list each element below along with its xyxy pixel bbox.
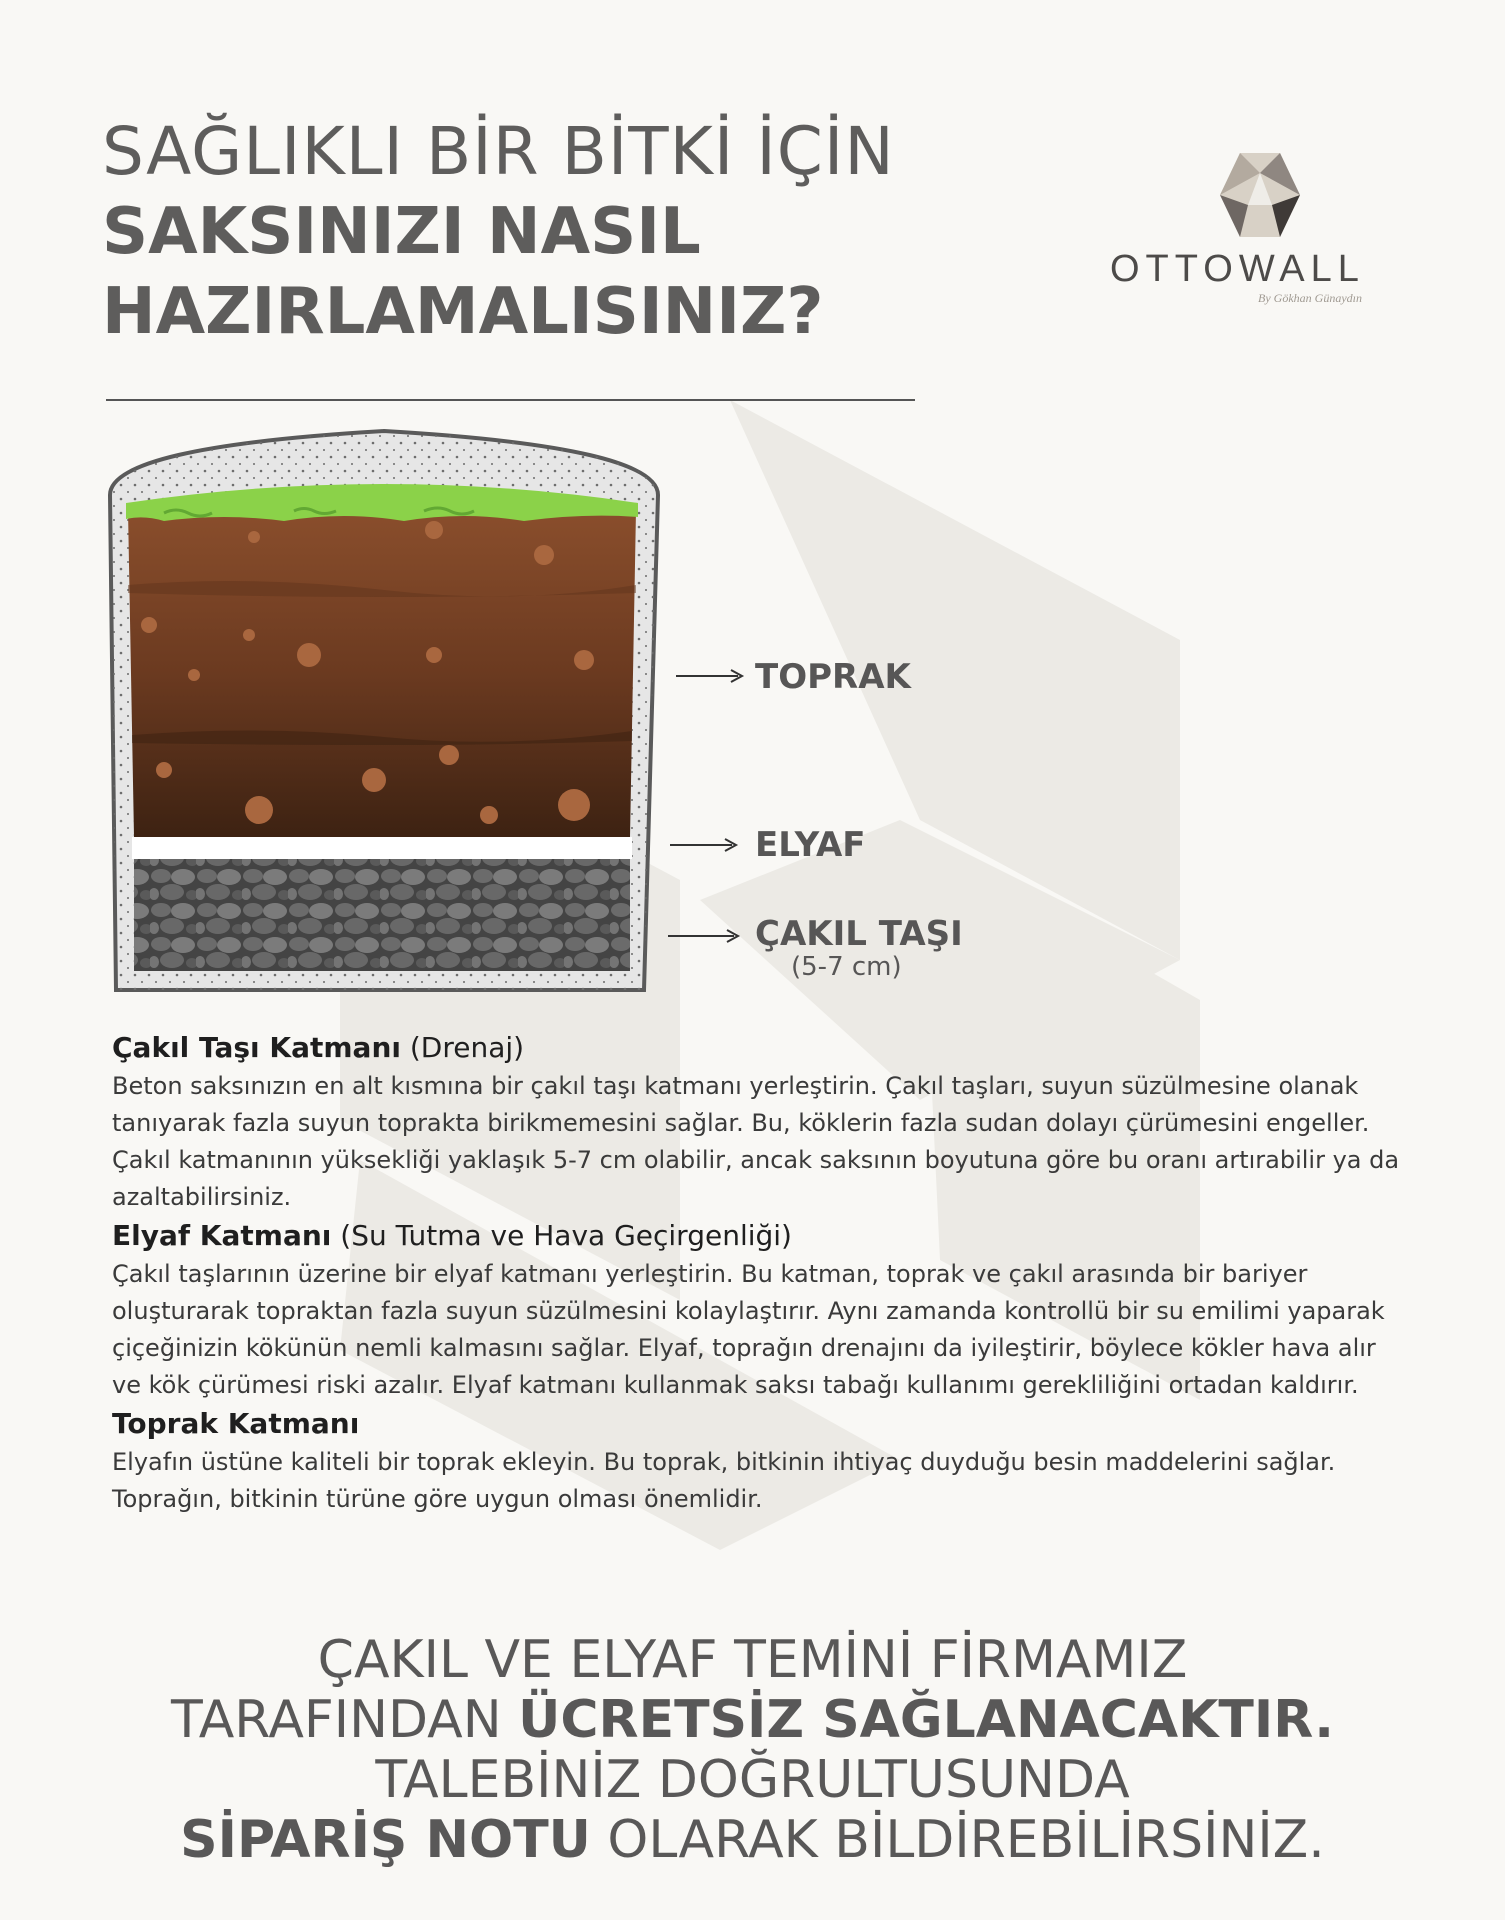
instructions xyxy=(112,1028,1412,1518)
section-heading-bold: Toprak Katmanı xyxy=(112,1407,360,1440)
section-heading xyxy=(112,1216,1412,1256)
brand-tagline: By Gökhan Günaydın xyxy=(1258,291,1362,305)
brand-logo xyxy=(1100,145,1410,315)
closing-note xyxy=(0,1630,1505,1870)
closing-line-4 xyxy=(0,1810,1505,1870)
closing-line-4-bold: SİPARİŞ NOTU xyxy=(180,1810,591,1870)
title-line-2: SAKSINIZI NASIL xyxy=(102,195,701,269)
closing-line-2 xyxy=(0,1690,1505,1750)
label-cakil-tasi: ÇAKIL TAŞI xyxy=(755,914,963,954)
label-toprak: TOPRAK xyxy=(755,657,911,697)
arrow-icon xyxy=(668,928,744,944)
section-heading xyxy=(112,1404,1412,1444)
closing-line-4-normal: OLARAK BİLDİREBİLİRSİNİZ. xyxy=(590,1810,1325,1870)
arrow-icon xyxy=(670,837,742,853)
label-cakil-size: (5-7 cm) xyxy=(791,952,902,982)
closing-line-2-normal: TARAFINDAN xyxy=(171,1690,519,1750)
title-line-3: HAZIRLAMALISINIZ? xyxy=(102,275,824,349)
title-divider xyxy=(106,399,915,401)
brand-name: OTTOWALL xyxy=(1110,248,1365,290)
section-text: Elyafın üstüne kaliteli bir toprak ekleyin. Bu toprak, bitkinin ihtiyaç duyduğu besin maddelerini sağlar. Toprağın, bitkinin türüne göre uygun olması önemlidir. xyxy=(112,1448,1336,1513)
label-elyaf: ELYAF xyxy=(755,825,866,865)
arrow-icon xyxy=(676,668,748,684)
section-heading-note: (Drenaj) xyxy=(400,1031,525,1064)
section-heading xyxy=(112,1028,1412,1068)
section-heading-bold: Çakıl Taşı Katmanı xyxy=(112,1031,401,1064)
closing-line-1: ÇAKIL VE ELYAF TEMİNİ FİRMAMIZ xyxy=(317,1630,1188,1690)
gravel-layer xyxy=(134,859,630,971)
hexagon-logo-icon xyxy=(1210,145,1310,245)
title-line-1: SAĞLIKLI BİR BİTKİ İÇİN xyxy=(102,113,895,190)
section-text: Çakıl taşlarının üzerine bir elyaf katmanı yerleştirin. Bu katman, toprak ve çakıl arasında bir bariyer oluşturarak topraktan fazla suyun süzülmesini kolaylaştırır. Aynı zamanda kontrollü bir su emilimi yaparak çiçeğinizin kökünün nemli kalmasını sağlar. Elyaf, toprağın drenajını da iyileştirir, böylece kökler hava alır ve kök çürümesi riski azalır. Elyaf katmanı kullanmak saksı tabağı kullanımı gerekliliğini ortadan kaldırır. xyxy=(112,1260,1385,1399)
section-heading-bold: Elyaf Katmanı xyxy=(112,1219,332,1252)
section-text: Beton saksınızın en alt kısmına bir çakıl taşı katmanı yerleştirin. Çakıl taşları, suyun süzülmesine olanak tanıyarak fazla suyun toprakta birikmemesini sağlar. Bu, köklerin fazla sudan dolayı çürümesini engeller. Çakıl katmanının yüksekliği yaklaşık 5-7 cm olabilir, ancak saksının boyutuna göre bu oranı artırabilir ya da azaltabilirsiniz. xyxy=(112,1072,1400,1211)
closing-line-3: TALEBİNİZ DOĞRULTUSUNDA xyxy=(375,1750,1130,1810)
pot-layers-diagram xyxy=(104,425,664,995)
section-heading-note: (Su Tutma ve Hava Geçirgenliği) xyxy=(331,1219,792,1252)
page-title xyxy=(102,112,895,352)
fiber-layer xyxy=(132,837,632,859)
closing-line-2-bold: ÜCRETSİZ SAĞLANACAKTIR. xyxy=(518,1690,1334,1750)
